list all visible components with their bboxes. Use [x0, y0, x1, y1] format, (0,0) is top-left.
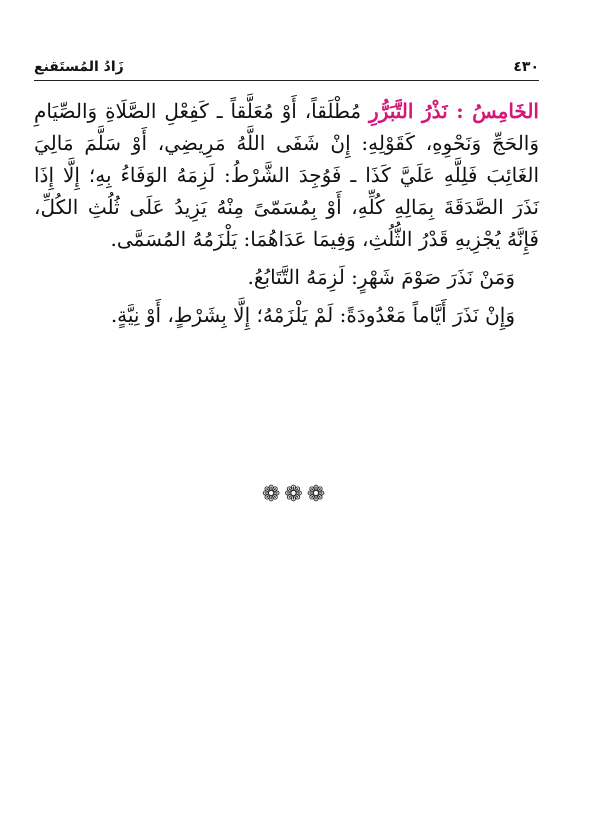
- section-end-ornament-icon: ❁❁❁: [261, 482, 330, 507]
- running-header: [34, 56, 539, 78]
- rubric-label: الخَامِسُ: [472, 99, 539, 123]
- rubric-separator: :: [447, 99, 473, 123]
- paragraph-fifth-vow: [34, 95, 539, 255]
- paragraph-text: مُطْلَقاً، أَوْ مُعَلَّقاً ـ كَفِعْلِ الصَّلَاةِ وَالصِّيَامِ وَالحَجِّ وَنَحْوِهِ، كَقَوْلِهِ: إِنْ شَفَى اللَّهُ مَرِيضِي، أَوْ سَلَّمَ مَالِيَ الغَائِبَ فَلِلَّهِ عَلَيَّ كَذَا ـ فَوُجِدَ الشَّرْطُ: لَزِمَهُ الوَفَاءُ بِهِ؛ إِلَّا إِذَا نَذَرَ الصَّدَقَةَ بِمَالِهِ كُلِّهِ، أَوْ بِمُسَمّىً مِنْهُ يَزِيدُ عَلَى ثُلُثِ الكُلِّ، فَإِنَّهُ يُجْزِيهِ قَدْرُ الثُّلُثِ، وَفِيمَا عَدَاهُمَا: يَلْزَمُهُ المُسَمَّى.: [34, 99, 540, 251]
- paragraph-counted-days: وَإِنْ نَذَرَ أَيَّاماً مَعْدُودَةً: لَمْ يَلْزَمْهُ؛ إِلَّا بِشَرْطٍ، أَوْ نِيَّةٍ.: [110, 303, 515, 327]
- header-rule: [34, 80, 539, 81]
- page-number: ٤٣٠: [513, 59, 539, 75]
- main-text: [34, 95, 539, 331]
- book-title: زَادُ المُستَقنع: [34, 59, 124, 75]
- paragraph-month-fast: وَمَنْ نَذَرَ صَوْمَ شَهْرٍ: لَزِمَهُ التَّتَابُعُ.: [247, 265, 515, 289]
- rubric-term: نَذْرُ التَّبَرُّرِ: [369, 99, 448, 123]
